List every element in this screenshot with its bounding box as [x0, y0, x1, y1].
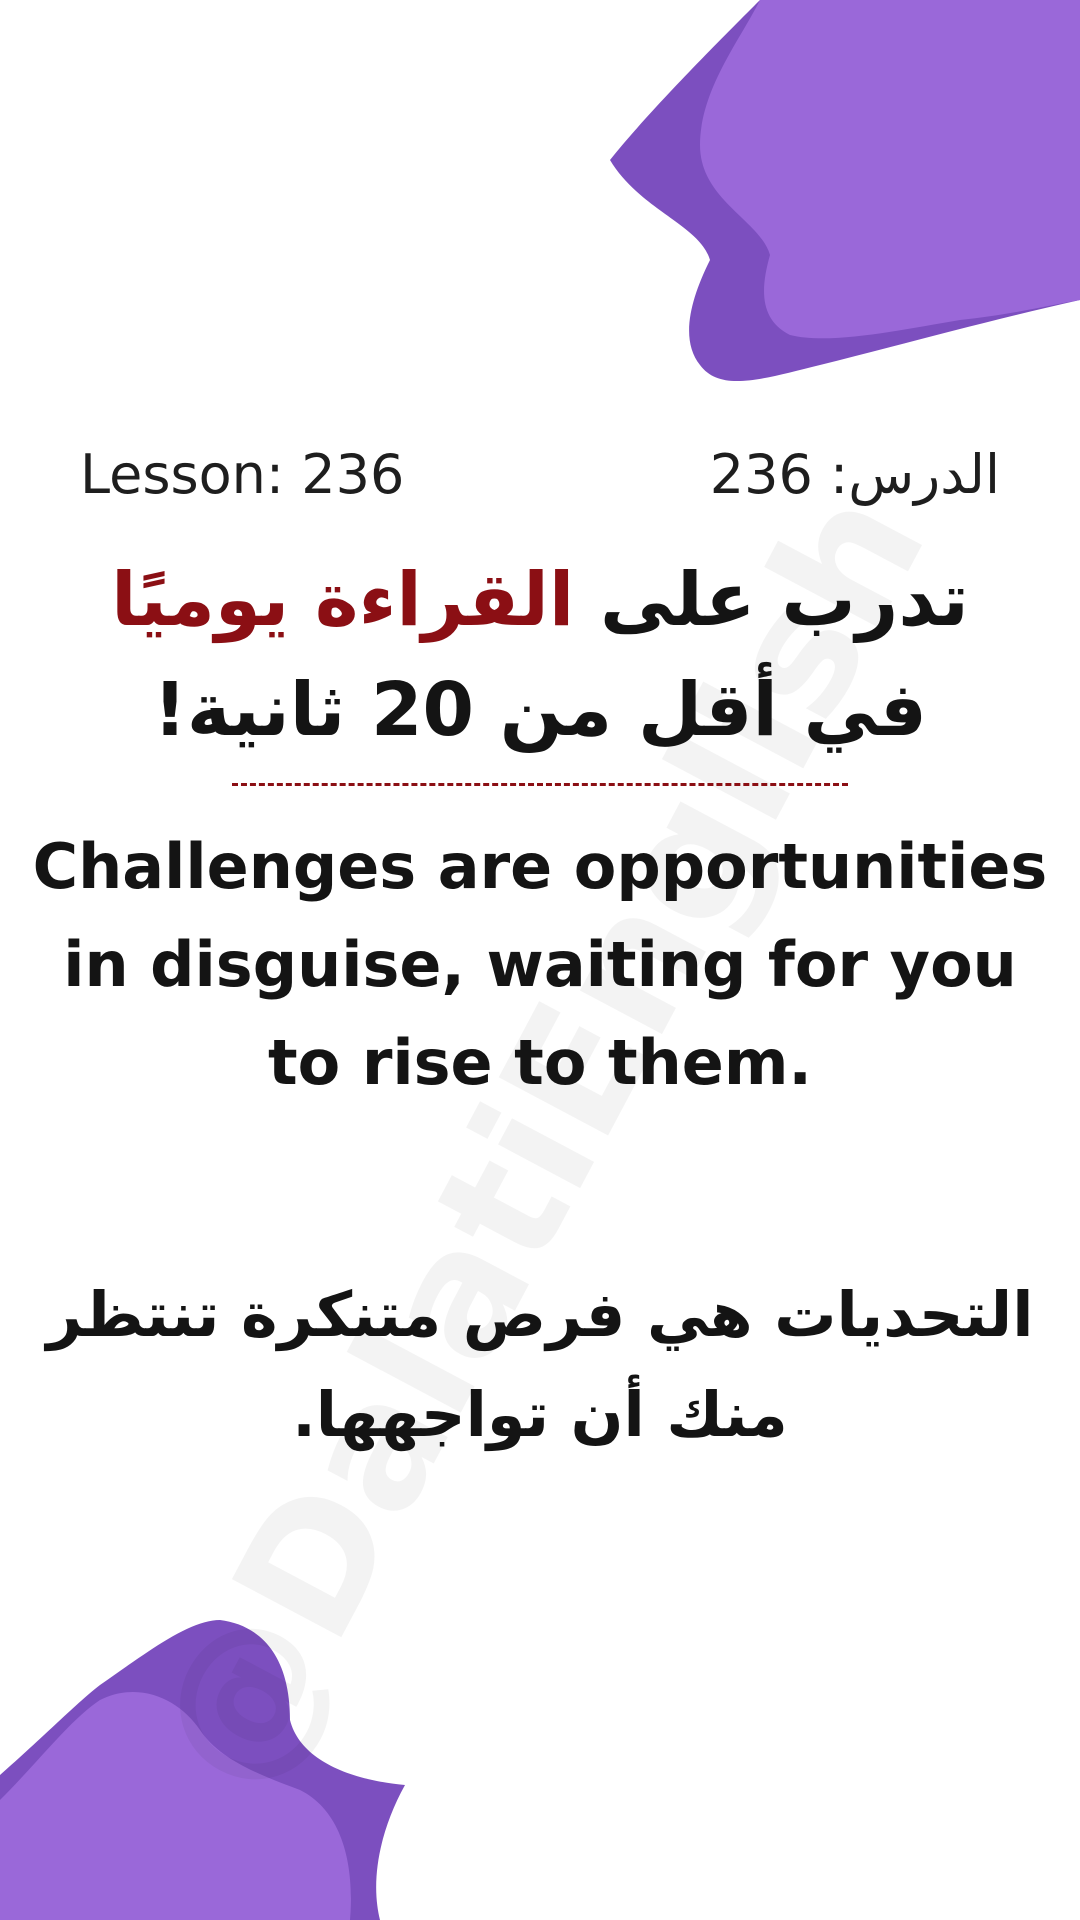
dashed-divider — [232, 783, 848, 786]
quote-arabic: التحديات هي فرص متنكرة تنتظر منك أن تواجهها. — [46, 1278, 1034, 1451]
quote-english: Challenges are opportunities in disguise, waiting for you to rise to them. — [32, 830, 1048, 1099]
lesson-label-arabic: الدرس: 236 — [709, 443, 1000, 506]
title-part-2: في أقل من 20 ثانية! — [153, 667, 927, 753]
decorative-blob-top — [0, 0, 1080, 400]
lesson-label-english: Lesson: 236 — [80, 443, 405, 506]
title-highlight: القراءة يوميًا — [111, 557, 575, 643]
lesson-header — [0, 440, 1080, 510]
title-part-1: تدرب على — [574, 557, 969, 643]
page-title — [50, 545, 1030, 765]
